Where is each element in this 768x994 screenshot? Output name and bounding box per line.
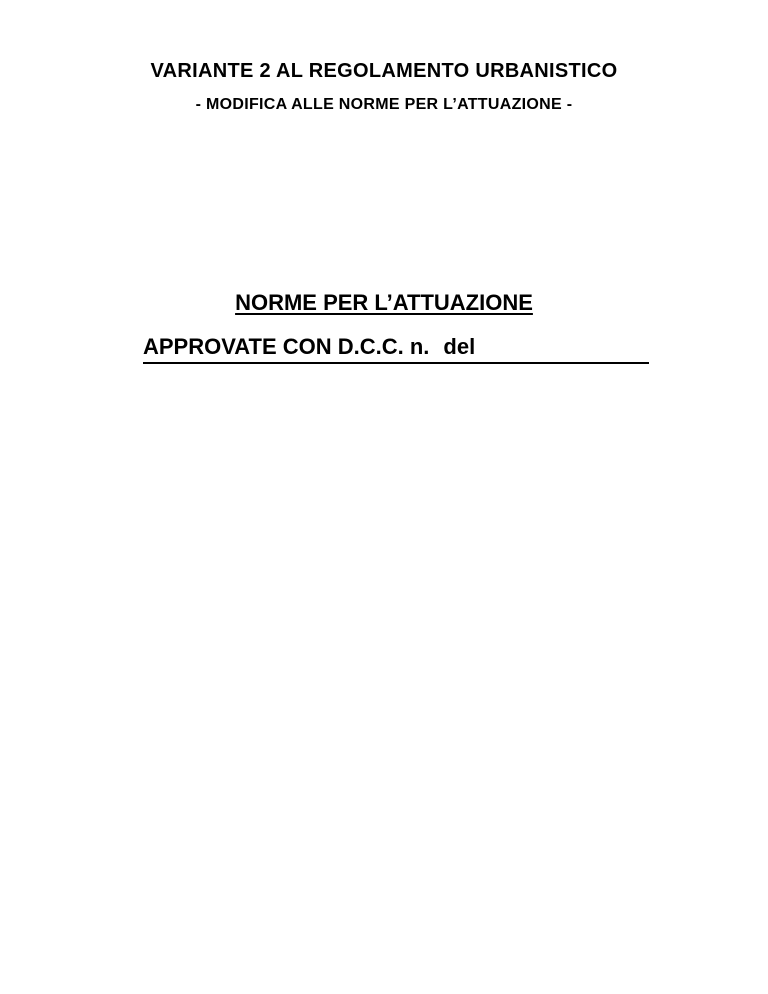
header-title: VARIANTE 2 AL REGOLAMENTO URBANISTICO xyxy=(150,60,618,82)
approval-prefix: APPROVATE CON D.C.C. n. xyxy=(143,334,430,359)
approval-del: del xyxy=(443,334,476,359)
approval-line xyxy=(143,332,649,364)
main-title: NORME PER L’ATTUAZIONE xyxy=(235,290,533,315)
header-subtitle: - MODIFICA ALLE NORME PER L’ATTUAZIONE - xyxy=(195,96,573,113)
main-title-block xyxy=(0,288,768,318)
